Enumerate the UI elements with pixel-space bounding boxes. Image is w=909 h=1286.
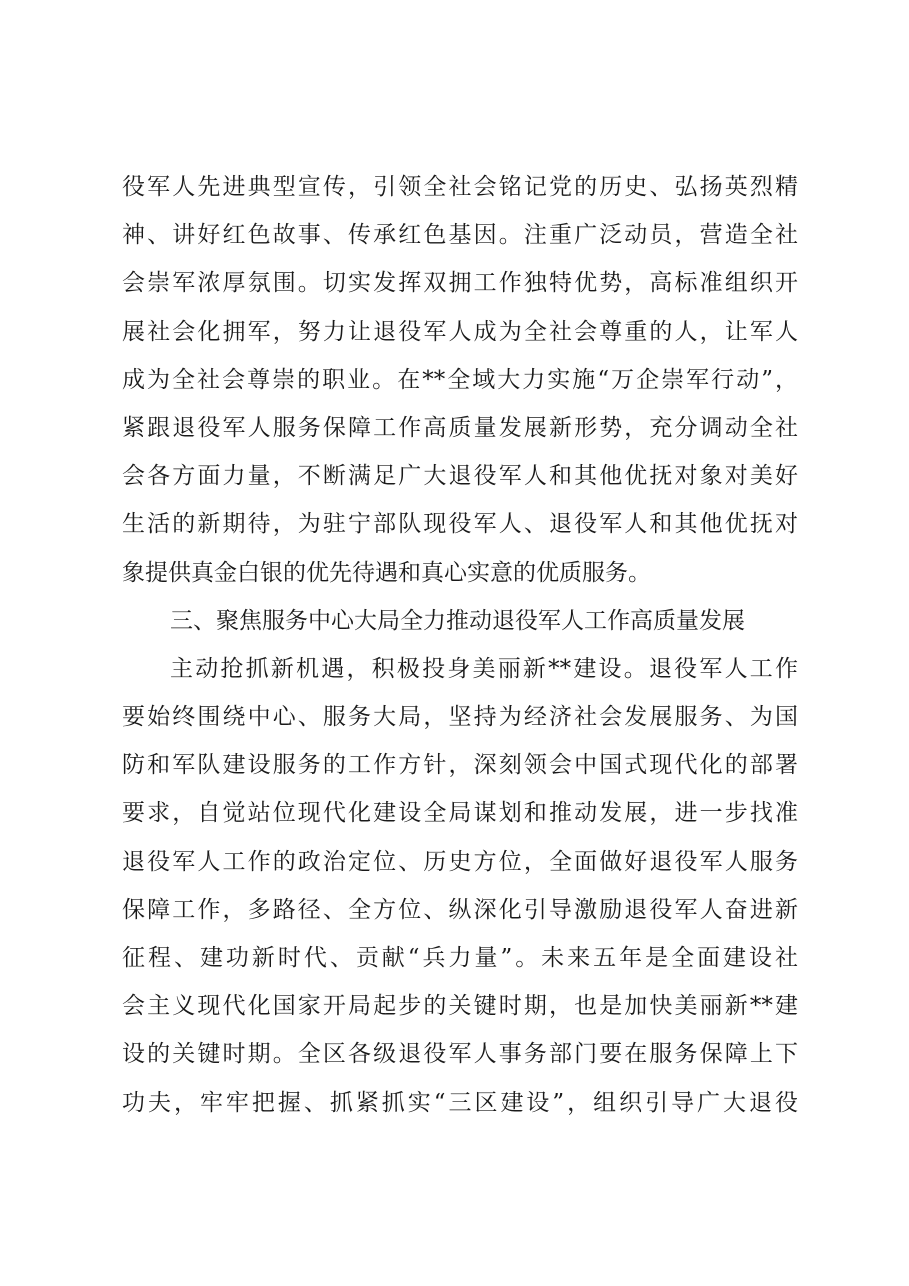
paragraph-2-line-10: 功夫，牢牢把握、抓紧抓实“三区建设”，组织引导广大退役 (122, 1089, 798, 1116)
paragraph-2-line-3: 防和军队建设服务的工作方针，深刻领会中国式现代化的部署 (122, 752, 798, 779)
section-heading: 三、聚焦服务中心大局全力推动退役军人工作高质量发展 (170, 607, 745, 634)
paragraph-2-line-8: 会主义现代化国家开局起步的关键时期，也是加快美丽新**建 (122, 993, 798, 1020)
paragraph-1-line-1: 役军人先进典型宣传，引领全社会铭记党的历史、弘扬英烈精 (122, 174, 798, 200)
paragraph-1-line-4: 展社会化拥军，努力让退役军人成为全社会尊重的人，让军人 (122, 318, 798, 345)
paragraph-1-line-7: 会各方面力量，不断满足广大退役军人和其他优抚对象对美好 (122, 463, 798, 490)
paragraph-2-line-6: 保障工作，多路径、全方位、纵深化引导激励退役军人奋进新 (122, 896, 798, 923)
document-body (122, 163, 798, 1127)
paragraph-2-line-7: 征程、建功新时代、贡献“兵力量”。未来五年是全面建设社 (122, 945, 798, 971)
paragraph-1-line-6: 紧跟退役军人服务保障工作高质量发展新形势，充分调动全社 (122, 414, 798, 441)
paragraph-2-line-1: 主动抢抓新机遇，积极投身美丽新**建设。退役军人工作 (170, 655, 798, 682)
paragraph-2-line-4: 要求，自觉站位现代化建设全局谋划和推动发展，进一步找准 (122, 800, 798, 827)
paragraph-2-line-9: 设的关键时期。全区各级退役军人事务部门要在服务保障上下 (122, 1041, 798, 1068)
paragraph-1-line-8: 生活的新期待，为驻宁部队现役军人、退役军人和其他优抚对 (122, 511, 798, 538)
paragraph-2-line-2: 要始终围绕中心、服务大局，坚持为经济社会发展服务、为国 (122, 704, 798, 731)
paragraph-1-line-2: 神、讲好红色故事、传承红色基因。注重广泛动员，营造全社 (122, 222, 798, 249)
paragraph-1-line-5: 成为全社会尊崇的职业。在**全域大力实施“万企崇军行动”， (122, 366, 798, 393)
paragraph-2-line-5: 退役军人工作的政治定位、历史方位，全面做好退役军人服务 (122, 848, 798, 875)
paragraph-1-line-9: 象提供真金白银的优先待遇和真心实意的优质服务。 (122, 559, 651, 586)
paragraph-1-line-3: 会崇军浓厚氛围。切实发挥双拥工作独特优势，高标准组织开 (122, 270, 798, 297)
